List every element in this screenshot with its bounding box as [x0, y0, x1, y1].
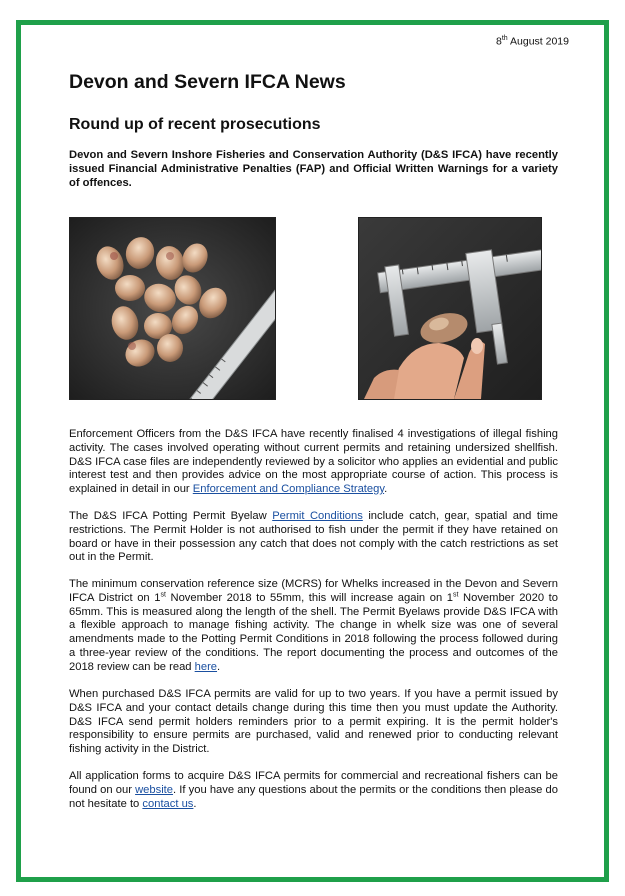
article-heading: Round up of recent prosecutions: [69, 116, 321, 133]
whelk-caliper-photo: [358, 217, 542, 400]
contact-us-link[interactable]: contact us: [142, 797, 194, 810]
enforcement-strategy-link[interactable]: Enforcement and Compliance Strategy: [192, 483, 385, 496]
permit-conditions-link[interactable]: Permit Conditions: [272, 510, 363, 522]
paragraph-permit-validity: When purchased D&S IFCA permits are valid for up to two years. If you have a permit issued by D&S IFCA and your contact details change during this time then you must update the Authority. D&S IFCA send permit holders reminders prior to a permit expiring. It is the permit holder's responsibility to ensure permits are purchased, valid and renewed prior to conducting relevant fishing activity in the District.: [69, 688, 558, 756]
paragraph-permit-conditions: The D&S IFCA Potting Permit Byelaw Permit Conditions include catch, gear, spatial and time restrictions. The Permit Holder is not authorised to fish under the permit if they have retained on board or have in their possession any catch that does not comply with the catch restrictions as set out in the Permit.: [69, 510, 558, 564]
paragraph-enforcement: Enforcement Officers from the D&S IFCA have recently finalised 4 investigations of illegal fishing activity. The cases involved operating without current permits and retaining undersized shellfish. D&S IFCA case files are independently reviewed by a solicitor who applies an evidential and public interest test and then provides advice on the most appropriate course of action. This process is explained in detail in our Enforcement and Compliance Strategy.: [69, 428, 558, 496]
website-link[interactable]: website: [135, 783, 174, 796]
paragraph-mcrs: The minimum conservation reference size (MCRS) for Whelks increased in the Devon and Severn IFCA District on 1st November 2018 to 55mm, this will increase again on 1st November 2020 to 65mm. This is measured along the length of the shell. The Permit Byelaws provide D&S IFCA with a flexible approach to manage fishing activity. The change in whelk size was one of several amendments made to the Potting Permit Conditions in 2018 following the process followed during a three-year review of the conditions. The report documenting the process and outcomes of the 2018 review can be read here.: [69, 578, 558, 673]
review-report-link[interactable]: here: [194, 660, 218, 673]
paragraph-application-forms: All application forms to acquire D&S IFCA permits for commercial and recreational fishers can be found on our website. If you have any questions about the permits or the conditions then please do not hesitate to contact us.: [69, 770, 558, 810]
article-intro: Devon and Severn Inshore Fisheries and Conservation Authority (D&S IFCA) have recently issued Financial Administrative Penalties (FAP) and Official Written Warnings for a variety of offences.: [69, 149, 558, 189]
publication-date: 8th August 2019: [496, 35, 569, 48]
newsletter-title: Devon and Severn IFCA News: [69, 71, 346, 93]
whelks-photo: [69, 217, 276, 400]
